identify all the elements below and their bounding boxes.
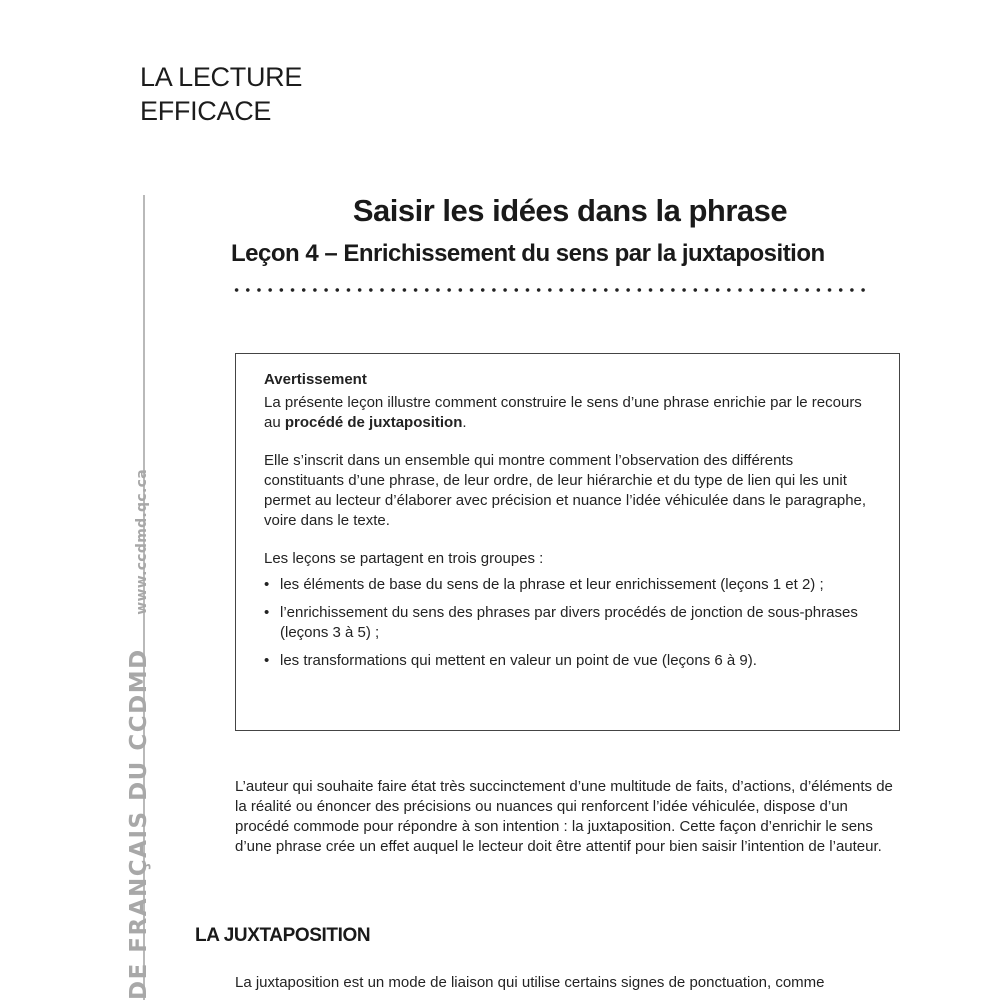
warning-paragraph-1-bold: procédé de juxtaposition [284, 414, 463, 431]
warning-paragraph-2: Elle s’inscrit dans un ensemble qui montre comment l’observation des différents constituants d’une phrase, de leur ordre, de leur hiérarchie et du type de lien qui les unit permet au lecteur d’élaborer avec précision et nuance l’idée véhiculée dans le paragraphe, voire dans le texte. [264, 452, 867, 529]
sidebar-url: www.ccdmd.qc.ca [134, 469, 150, 615]
warning-paragraph-1-text: La présente leçon illustre comment construire le sens d’une phrase enrichie par le recours au [264, 394, 862, 431]
lesson-subtitle: Leçon 4 – Enrichissement du sens par la juxtaposition [231, 240, 825, 267]
series-title [140, 60, 302, 128]
dotted-divider [231, 287, 868, 293]
warning-box [235, 353, 900, 731]
series-title-line-2: EFFICACE [140, 96, 272, 126]
warning-heading: Avertissement [264, 371, 367, 388]
page-title: Saisir les idées dans la phrase [352, 193, 788, 228]
groups-list [264, 575, 871, 671]
list-item: • les éléments de base du sens de la phrase et leur enrichissement (leçons 1 et 2) ; [264, 575, 871, 595]
section-heading: LA JUXTAPOSITION [195, 925, 371, 946]
intro-paragraph: L’auteur qui souhaite faire état très succinctement d’une multitude de faits, d’actions, d’éléments de la réalité ou énoncer des précisions ou nuances qui renforcent l’idée véhiculée, dispose d’un procédé commode pour répondre à son intention : la juxtaposition. Cette façon d’enrichir le sens d’une phrase crée un effet auquel le lecteur doit être attentif pour bien saisir l’intention de l’auteur. [235, 778, 893, 855]
warning-paragraph-1 [264, 393, 871, 433]
series-title-line-1: LA LECTURE [140, 62, 303, 92]
list-item: • l’enrichissement du sens des phrases par divers procédés de jonction de sous-phrases (leçons 3 à 5) ; [264, 603, 871, 643]
warning-paragraph-1-end: . [462, 414, 467, 431]
groups-intro: Les leçons se partagent en trois groupes : [264, 550, 544, 567]
list-item: • les transformations qui mettent en valeur un point de vue (leçons 6 à 9). [264, 651, 871, 671]
sidebar-vertical-text [126, 469, 152, 1000]
section-paragraph: La juxtaposition est un mode de liaison qui utilise certains signes de ponctuation, comme [235, 974, 825, 991]
sidebar-brand: DE FRANÇAIS DU CCDMD [126, 648, 152, 1000]
